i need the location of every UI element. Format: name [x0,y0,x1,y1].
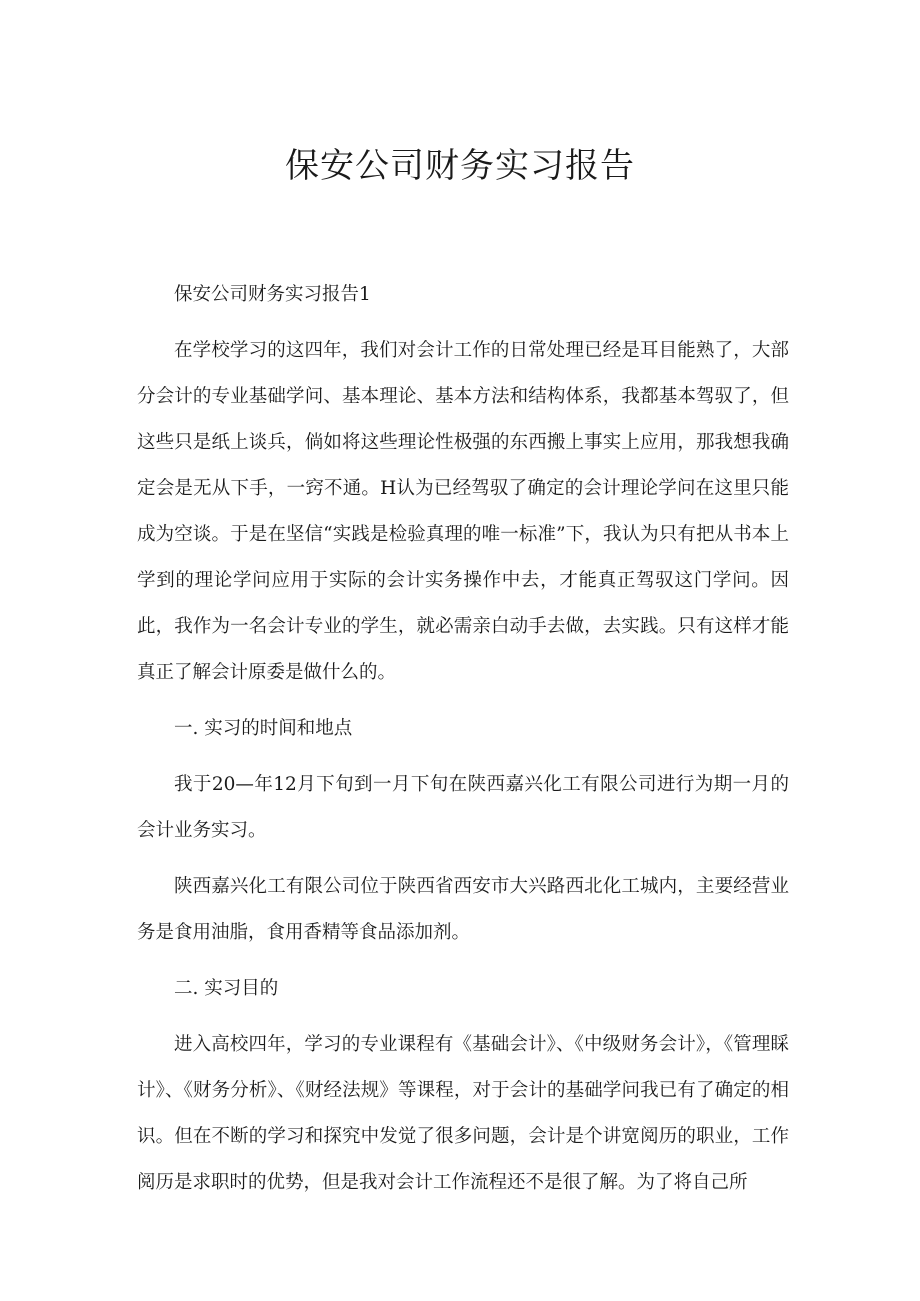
document-body [137,272,789,1206]
paragraph-purpose: 进入高校四年，学习的专业课程有《基础会计》、《中级财务会计》，《管理睬计》、《财务分析》、《财经法规》等课程，对于会计的基础学问我已有了确定的相识。但在不断的学习和探究中发觉了很多问题，会计是个讲宽阅历的职业，工作阅历是求职时的优势，但是我对会计工作流程还不是很了解。为了将自己所 [137,1034,789,1193]
paragraph-intro: 在学校学习的这四年，我们对会计工作的日常处理已经是耳目能熟了，大部分会计的专业基础学问、基本理论、基本方法和结构体系，我都基本驾驭了，但这些只是纸上谈兵，倘如将这些理论性极强的东西搬上事实上应用，那我想我确定会是无从下手，一窍不通。H认为已经驾驭了确定的会计理论学问在这里只能成为空谈。于是在坚信“实践是检验真理的唯一标准”下，我认为只有把从书本上学到的理论学问应用于实际的会计实务操作中去，才能真正驾驭这门学问。因此，我作为一名会计专业的学生，就必需亲白动手去做，去实践。只有这样才能真正了解会计原委是做什么的。 [137,340,789,683]
paragraph-time: 我于20—年12月下旬到一月下旬在陕西嘉兴化工有限公司进行为期一月的会计业务实习。 [137,774,789,841]
section-heading-report-1: 保安公司财务实习报告1 [174,284,371,305]
paragraph-company: 陕西嘉兴化工有限公司位于陕西省西安市大兴路西北化工城内，主要经营业务是食用油脂，食用香精等食品添加剂。 [137,876,789,943]
section-heading-time-place: 一. 实习的时间和地点 [174,718,353,739]
document-title: 保安公司财务实习报告 [285,146,635,186]
section-heading-purpose: 二. 实习目的 [174,978,279,999]
